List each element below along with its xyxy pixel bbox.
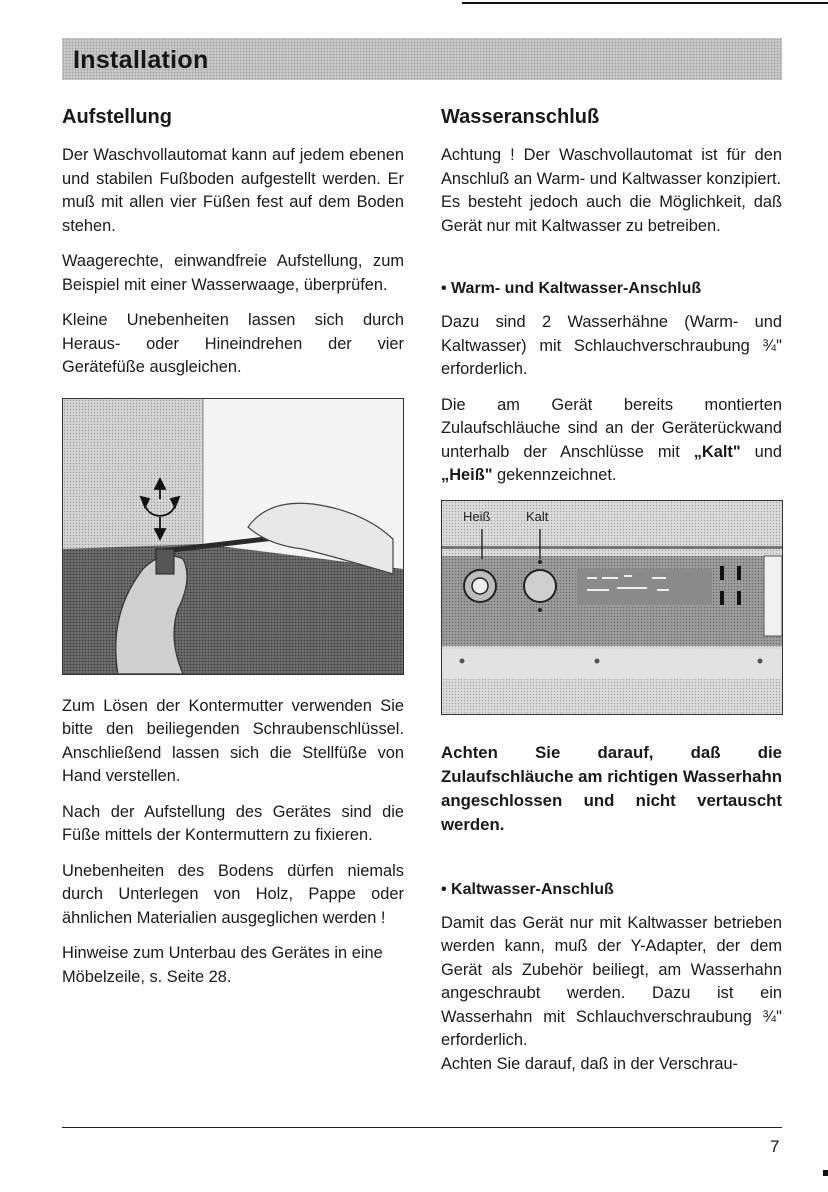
rear-panel-photo [441,500,783,715]
page-number: 7 [770,1137,780,1156]
paragraph: Der Waschvollautomat kann auf jedem ebenen und stabilen Fußboden aufgestellt werden. Er muß mit allen vier Füßen fest auf dem Boden stehen. [62,146,404,235]
paragraph: Unebenheiten des Bodens dürfen niemals durch Unterlegen von Holz, Pappe oder ähnlichen Materialien ausgeglichen werden ! [62,861,404,927]
label-heiss-bold: „Heiß" [441,466,493,484]
scan-edge-mark [823,1170,828,1176]
label-kalt-bold: „Kalt" [693,442,741,461]
paragraph-labels [441,394,782,488]
heading-aufstellung: Aufstellung [62,106,172,128]
right-column [441,104,782,1088]
paragraph: Hinweise zum Unterbau des Gerätes in eine Möbelzeile, s. Seite 28. [62,944,383,986]
paragraph: Dazu sind 2 Wasserhähne (Warm- und Kaltwasser) mit Schlauchverschraubung ¾" erforderlich. [441,313,782,378]
text-span: Die am Gerät bereits montierten Zulaufschläuche sind an der Geräterückwand unterhalb der Anschlüsse mit [441,395,782,461]
top-rule [462,2,828,4]
paragraph: Es besteht jedoch auch die Möglichkeit, daß Gerät nur mit Kaltwasser zu betreiben. [441,193,782,235]
page-title: Installation [73,46,209,74]
panel-label-kalt: Kalt [526,508,549,524]
heading-wasseranschluss: Wasseranschluß [441,106,600,128]
paragraph: Waagerechte, einwandfreie Aufstellung, zum Beispiel mit einer Wasserwaage, überprüfen. [62,252,404,294]
rear-panel-illustration [442,501,782,714]
text-span: gekennzeichnet. [492,466,617,484]
paragraph: Achten Sie darauf, daß in der Verschrau- [441,1054,739,1073]
left-column [62,104,404,1001]
subheading-kaltwasser: • Kaltwasser-Anschluß [441,880,614,898]
panel-label-heiss: Heiß [463,508,491,524]
section-title-bar [62,38,782,80]
text-span: und [740,442,783,461]
footer-rule [62,1127,782,1128]
paragraph: Kleine Unebenheiten lassen sich durch Heraus- oder Hineindrehen der vier Gerätefüße ausgleichen. [62,311,404,376]
subheading-warm-kalt: • Warm- und Kaltwasser-Anschluß [441,280,702,297]
paragraph: Nach der Aufstellung des Gerätes sind die Füße mittels der Kontermuttern zu fixieren. [62,802,404,844]
leveling-foot-photo [62,398,404,675]
paragraph: Zum Lösen der Kontermutter verwenden Sie bitte den beiliegenden Schraubenschlüssel. Anschließend lassen sich die Stellfüße von Hand verstellen. [62,696,404,785]
wrench-on-foot-illustration [63,399,403,674]
paragraph: Damit das Gerät nur mit Kaltwasser betrieben werden kann, muß der Y-Adapter, der dem Gerät als Zubehör beiliegt, am Wasserhahn angeschraubt werden. Dazu ist ein Wasserhahn mit Schlauchverschraubung ¾" erforderlich. [441,913,782,1049]
warning-text: Achten Sie darauf, daß die Zulaufschläuche am richtigen Wasserhahn angeschlossen und nicht vertauscht werden. [441,742,782,834]
paragraph: Achtung ! Der Waschvollautomat ist für den Anschluß an Warm- und Kaltwasser konzipiert. [441,146,782,188]
